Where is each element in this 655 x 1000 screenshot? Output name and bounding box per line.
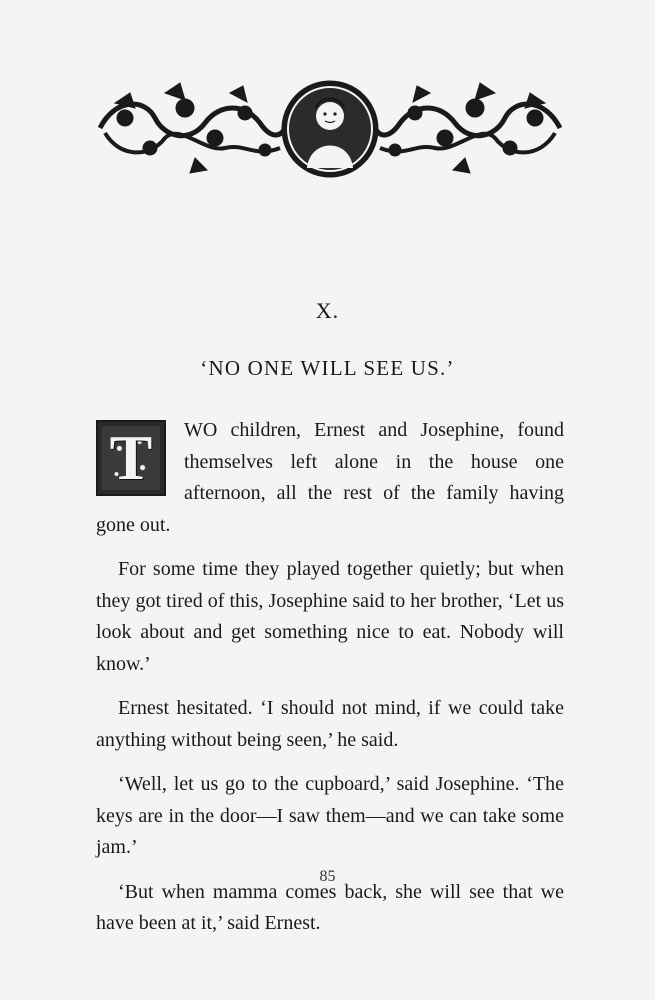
illuminated-drop-cap — [96, 420, 166, 496]
paragraph-1 — [96, 415, 564, 541]
chapter-number: X. — [315, 298, 340, 323]
page-number: 85 — [319, 868, 336, 885]
chapter-title: ‘NO ONE WILL SEE US.’ — [200, 356, 455, 380]
paragraph-4: ‘Well, let us go to the cupboard,’ said Josephine. ‘The keys are in the door—I saw them—and we can take some jam.’ — [96, 773, 564, 858]
paragraph-2: For some time they played together quietly; but when they got tired of this, Josephine said to her brother, ‘Let us look about and get something nice to eat. Nobody will know.’ — [96, 558, 564, 675]
drop-cap-letter: T — [109, 422, 153, 493]
paragraph-5: ‘But when mamma comes back, she will see that we have been at it,’ said Ernest. — [96, 880, 564, 934]
paragraph-3: Ernest hesitated. ‘I should not mind, if we could take anything without being seen,’ he said. — [96, 697, 564, 751]
paragraph-text: WO children, Ernest and Josephine, found themselves left alone in the house one afternoon, all the rest of the family having gone out. — [96, 419, 564, 536]
decorative-headpiece — [95, 78, 565, 180]
